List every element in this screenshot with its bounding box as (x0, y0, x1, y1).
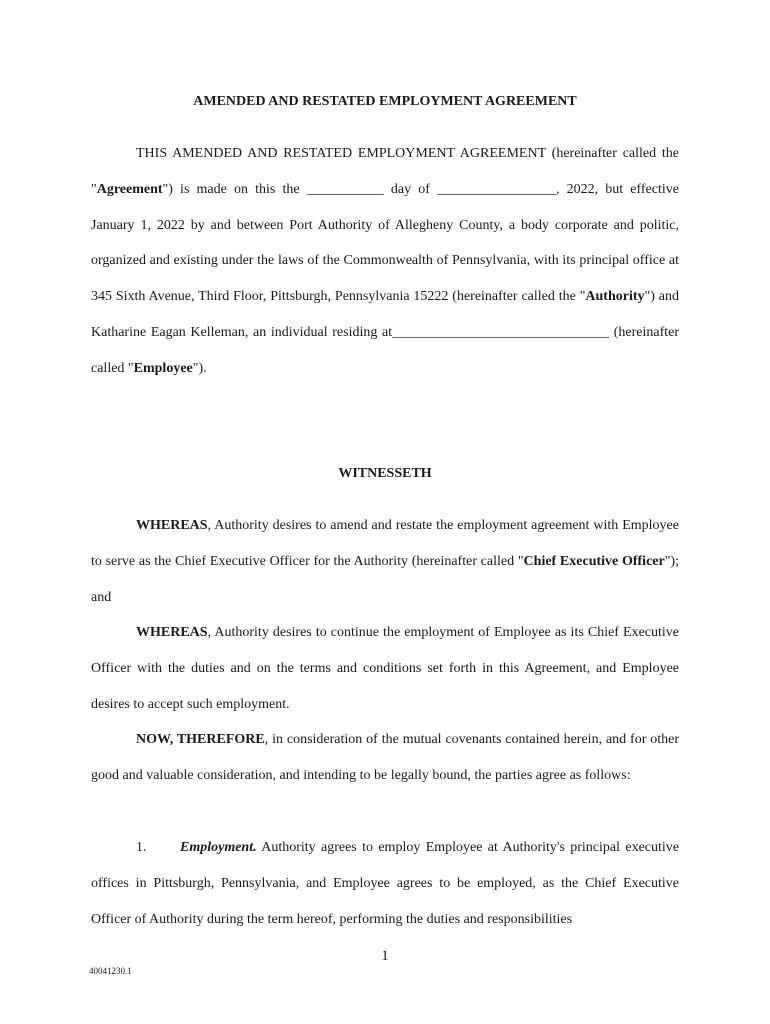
page-number: 1 (381, 948, 389, 964)
whereas-paragraph-2 (91, 615, 679, 722)
whereas-paragraph-1 (91, 508, 679, 615)
intro-paragraph (91, 136, 679, 387)
intro-text-2: ") is made on this the ___________ day of _________________, 2022, but effective January 1, 2022 by and between Port Authority of Allegheny County, a body corporate and politic, organized and existing under the laws of the Commonwealth of Pennsylvania, with its principal office at 345 Sixth Avenue, Third Floor, Pittsburgh, Pennsylvania 15222 (hereinafter called the " (91, 181, 679, 305)
intro-text-4: "). (192, 360, 207, 376)
now-therefore-lead: NOW, THEREFORE (136, 732, 265, 747)
section-1-text: Authority agrees to employ Employee at Authority's principal executive offices in Pittsburgh, Pennsylvania, and Employee agrees to be employed, as the Chief Executive Officer of Authority during the term hereof, performing the duties and responsibilities (91, 840, 679, 927)
whereas1-text-1: , Authority desires to amend and restate the employment agreement with Employee to serve as the Chief Executive Officer for the Authority (hereinafter called " (91, 518, 679, 569)
section-number: 1. (136, 840, 147, 855)
now-therefore-text: , in consideration of the mutual covenants contained herein, and for other good and valuable consideration, and intending to be legally bound, the parties agree as follows: (91, 732, 679, 783)
document-id: 40041230.1 (89, 966, 132, 976)
section-title: Employment. (180, 840, 257, 855)
intro-text-3: ") and Katharine Eagan Kelleman, an individual residing at_______________________________ (hereinafter called " (91, 289, 679, 376)
whereas1-text-2: "); and (91, 553, 679, 605)
employee-defined-term: Employee (133, 360, 193, 376)
agreement-defined-term: Agreement (96, 181, 163, 197)
witnesseth-heading: WITNESSETH (338, 466, 432, 481)
whereas-lead: WHEREAS (136, 518, 208, 533)
authority-defined-term: Authority (585, 289, 645, 305)
ceo-defined-term: Chief Executive Officer (523, 553, 665, 569)
whereas2-text: , Authority desires to continue the employment of Employee as its Chief Executive Officer with the duties and on the terms and conditions set forth in this Agreement, and Employee desires to accept such employment. (91, 625, 679, 712)
intro-text-1: THIS AMENDED AND RESTATED EMPLOYMENT AGREEMENT (hereinafter called the " (91, 146, 679, 197)
section-1-paragraph (91, 830, 679, 937)
now-therefore-paragraph (91, 722, 679, 794)
whereas-lead: WHEREAS (136, 625, 208, 640)
document-title: AMENDED AND RESTATED EMPLOYMENT AGREEMENT (193, 94, 577, 109)
